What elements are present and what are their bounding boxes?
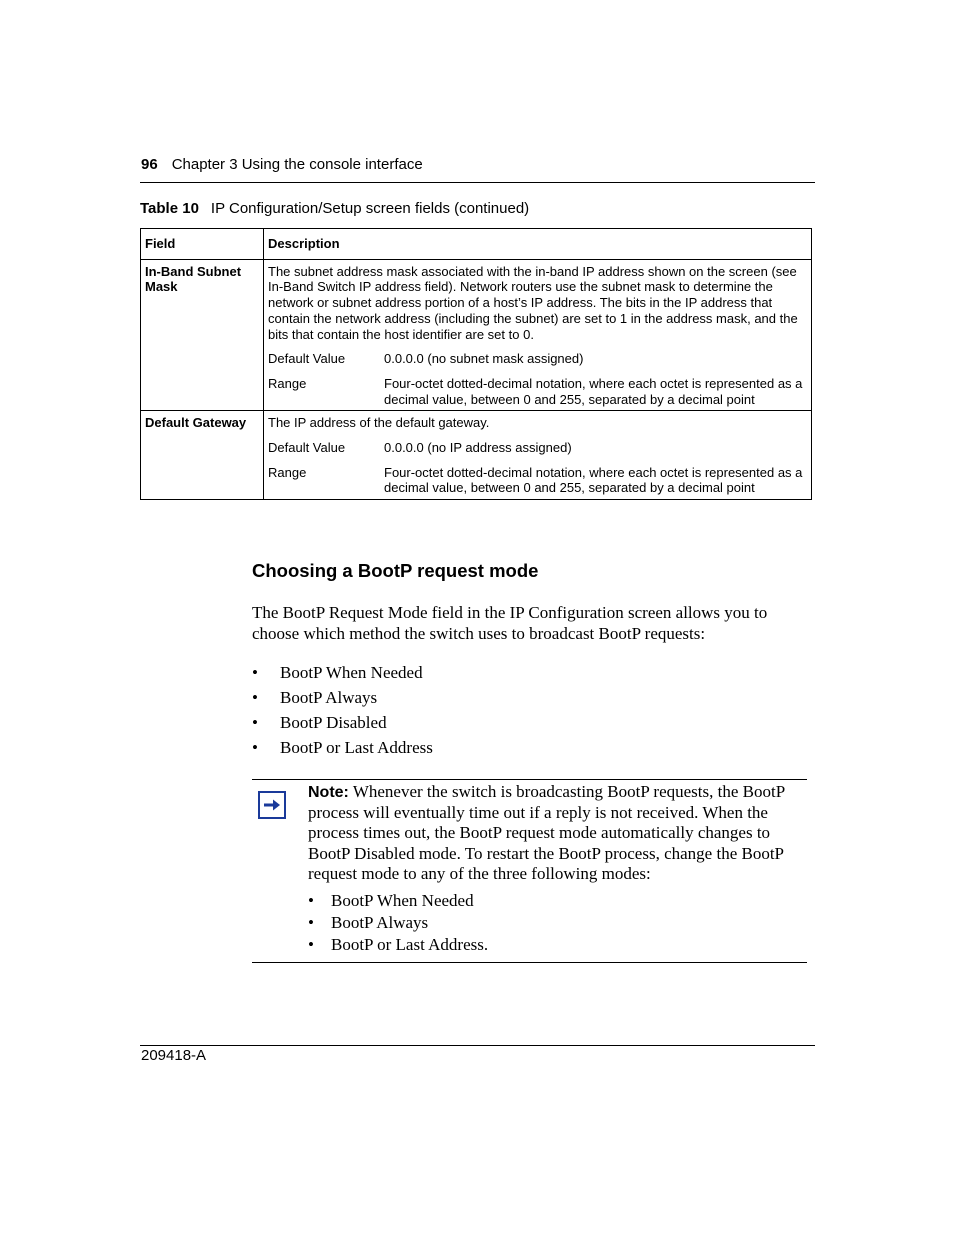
list-item: • BootP Disabled [252, 712, 433, 737]
list-item-text: BootP When Needed [331, 891, 474, 911]
table-row [141, 411, 812, 500]
list-item-text: BootP When Needed [280, 663, 423, 682]
range-value: Four-octet dotted-decimal notation, where each octet is represented as a decimal value, between 0 and 255, separated by a decimal point [384, 464, 803, 496]
table-header-row [141, 229, 812, 260]
column-header-description: Description [264, 229, 812, 260]
chapter-title: Chapter 3 Using the console interface [171, 156, 423, 173]
list-item-text: BootP Disabled [280, 713, 387, 732]
list-item-text: BootP or Last Address [280, 738, 433, 757]
running-header [141, 156, 423, 173]
section-heading: Choosing a BootP request mode [252, 560, 539, 581]
column-header-field: Field [141, 229, 264, 260]
table-caption-title: IP Configuration/Setup screen fields (continued) [210, 200, 530, 217]
range-row [268, 376, 806, 407]
page-number: 96 [141, 156, 158, 173]
note [308, 782, 800, 956]
list-item: • BootP Always [308, 913, 429, 933]
header-rule [140, 182, 815, 183]
field-description-cell [264, 411, 812, 500]
field-description: The subnet address mask associated with the in-band IP address shown on the screen (see In-Band Switch IP address field). Network routers use the subnet mask to determine the network or subnet address portion of a host’s IP address. The bits in the IP address that contain the network address (including the subnet) are set to 1 in the address mask, and the bits that contain the host identifier are set to 0. [268, 263, 798, 342]
list-item-text: BootP or Last Address. [331, 935, 489, 955]
list-item: • BootP When Needed [308, 891, 474, 911]
field-name: Default Gateway [141, 411, 264, 500]
arrow-right-icon [258, 791, 286, 819]
table-row [141, 259, 812, 411]
list-item-text: BootP Always [331, 913, 429, 933]
list-item-text: BootP Always [280, 688, 378, 707]
default-value: 0.0.0.0 (no subnet mask assigned) [384, 351, 584, 367]
table-caption [140, 200, 529, 217]
default-value: 0.0.0.0 (no IP address assigned) [384, 440, 572, 456]
document-code: 209418-A [141, 1047, 207, 1064]
note-top-rule [252, 779, 807, 780]
note-text: Whenever the switch is broadcasting BootP requests, the BootP process will eventually time out if a reply is not received. When the process times out, the BootP request mode automatically changes to BootP Disabled mode. To restart the BootP process, change the BootP request mode to any of the three following modes: [308, 782, 785, 883]
note-label: Note: [308, 784, 349, 801]
default-value-row [268, 351, 806, 367]
table-caption-number: Table 10 [140, 200, 199, 217]
field-description: The IP address of the default gateway. [268, 415, 490, 431]
field-description-cell [264, 259, 812, 411]
default-value-row [268, 440, 806, 456]
list-item: • BootP When Needed [252, 662, 433, 687]
default-value-label: Default Value [268, 351, 346, 367]
section-paragraph: The BootP Request Mode field in the IP Configuration screen allows you to choose which method the switch uses to broadcast BootP requests: [252, 603, 768, 643]
range-value: Four-octet dotted-decimal notation, where each octet is represented as a decimal value, between 0 and 255, separated by a decimal point [384, 375, 803, 407]
footer-rule [140, 1045, 815, 1046]
note-bottom-rule [252, 962, 807, 963]
list-item: • BootP Always [252, 687, 433, 712]
range-label: Range [268, 464, 307, 480]
note-mode-list [308, 890, 800, 956]
field-name: In-Band Subnet Mask [141, 259, 264, 411]
ip-config-fields-table [140, 228, 812, 500]
default-value-label: Default Value [268, 440, 346, 456]
list-item: • BootP or Last Address [252, 737, 433, 762]
range-label: Range [268, 375, 307, 391]
range-row [268, 465, 806, 496]
bootp-mode-list [252, 662, 433, 762]
list-item: • BootP or Last Address. [308, 935, 489, 955]
